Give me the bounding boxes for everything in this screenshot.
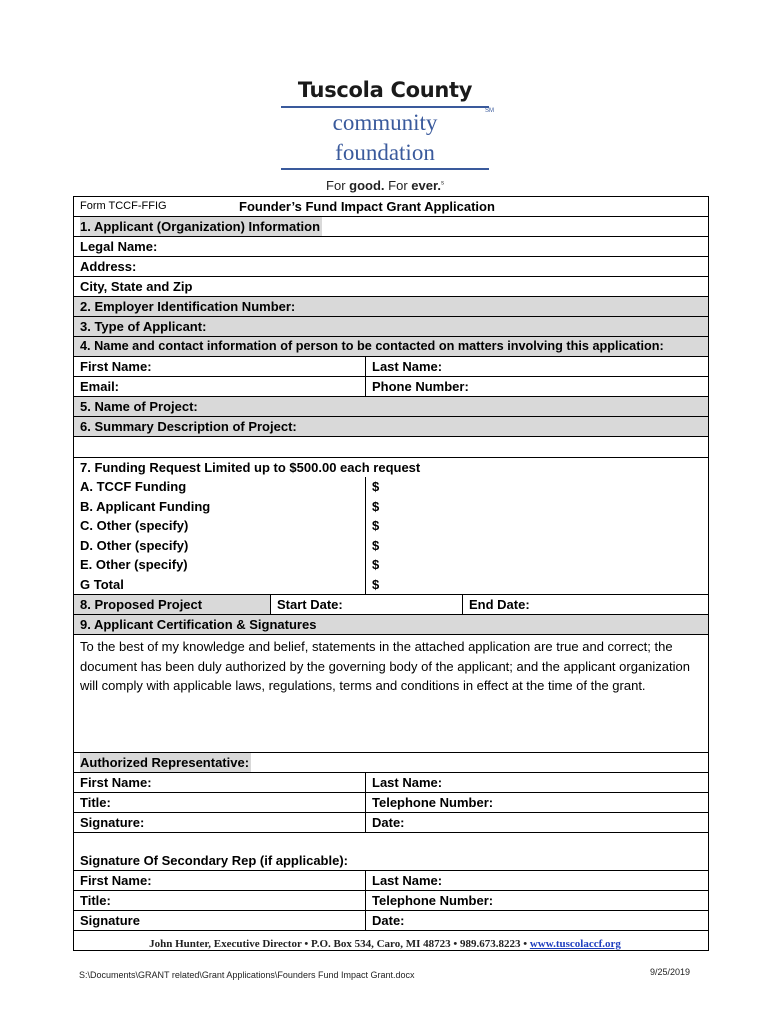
- logo-community-foundation: community foundation: [332, 110, 438, 165]
- auth-phone-label: Telephone Number:: [372, 795, 494, 810]
- form-title: Founder’s Fund Impact Grant Application: [239, 199, 495, 214]
- secondary-name-row[interactable]: [74, 871, 709, 891]
- contact-last-name-label: Last Name:: [372, 359, 443, 374]
- section-3-row[interactable]: [74, 317, 709, 337]
- auth-title-label: Title:: [80, 795, 111, 810]
- auth-name-row[interactable]: [74, 772, 709, 793]
- auth-heading: Authorized Representative:: [80, 755, 250, 770]
- funding-label-d: D. Other (specify): [80, 537, 189, 553]
- logo-cf-wrap: [280, 108, 494, 168]
- logo: [0, 78, 770, 193]
- contact-first-name-label: First Name:: [80, 359, 152, 374]
- funding-label-e: E. Other (specify): [80, 557, 188, 572]
- funding-label-total: G Total: [80, 576, 124, 592]
- tagline-good: good.: [349, 178, 385, 193]
- tagline-mark: s: [440, 180, 444, 187]
- section-1-heading-row: [74, 217, 709, 237]
- section-4-heading-row: [74, 337, 709, 357]
- funding-table: [74, 477, 709, 594]
- summary-blank-row[interactable]: [74, 437, 709, 458]
- secondary-heading: Signature Of Secondary Rep (if applicable):: [80, 853, 348, 868]
- tagline-mid: For: [384, 178, 412, 193]
- contact-phone-label: Phone Number:: [372, 379, 469, 394]
- section-3-heading: 3. Type of Applicant:: [74, 317, 708, 336]
- section-4-heading: 4. Name and contact information of person to be contacted on matters involving this application:: [74, 337, 708, 356]
- city-state-zip-row[interactable]: [74, 277, 709, 297]
- form-title-row: [74, 197, 709, 217]
- section-1-heading: 1. Applicant (Organization) Information: [80, 219, 321, 234]
- auth-title-row[interactable]: [74, 793, 709, 813]
- secondary-title-row[interactable]: [74, 891, 709, 911]
- section-2-heading: 2. Employer Identification Number:: [74, 297, 708, 316]
- section-9-heading-row: [74, 615, 709, 635]
- section-7-heading-row: [74, 458, 709, 477]
- city-state-zip-label: City, State and Zip: [80, 279, 193, 294]
- auth-date-label: Date:: [372, 815, 405, 830]
- auth-first-name-label: First Name:: [80, 775, 152, 790]
- logo-tagline: [0, 178, 770, 193]
- grant-form: [73, 196, 709, 951]
- tagline-ever: ever.: [411, 178, 441, 193]
- secondary-date-label: Date:: [372, 913, 405, 928]
- section-5-heading: 5. Name of Project:: [74, 397, 708, 416]
- auth-last-name-label: Last Name:: [372, 775, 443, 790]
- funding-amount-a[interactable]: $: [372, 479, 380, 494]
- contact-name-row[interactable]: [74, 357, 709, 377]
- section-6-row[interactable]: [74, 417, 709, 437]
- secondary-title-label: Title:: [80, 893, 111, 908]
- footer-contact: [0, 938, 770, 950]
- section-9-heading: 9. Applicant Certification & Signatures: [74, 615, 708, 634]
- footer-date: 9/25/2019: [650, 967, 691, 977]
- section-2-row[interactable]: [74, 297, 709, 317]
- funding-label-c: C. Other (specify): [80, 518, 189, 533]
- logo-rule-bottom: [281, 168, 489, 170]
- tagline-pre: For: [326, 178, 350, 193]
- funding-label-a: A. TCCF Funding: [80, 479, 187, 494]
- logo-service-mark: SM: [485, 108, 494, 114]
- section-7-heading: 7. Funding Request Limited up to $500.00 each request: [80, 460, 421, 475]
- secondary-first-name-label: First Name:: [80, 873, 152, 888]
- secondary-signature-label: Signature: [80, 913, 140, 928]
- funding-amount-d[interactable]: $: [372, 537, 380, 553]
- contact-email-row[interactable]: [74, 377, 709, 397]
- footer-website-link[interactable]: www.tuscolaccf.org: [529, 938, 621, 950]
- secondary-heading-row: [74, 833, 709, 871]
- legal-name-row[interactable]: [74, 237, 709, 257]
- section-6-heading: 6. Summary Description of Project:: [74, 417, 708, 436]
- footer-file-path: S:\Documents\GRANT related\Grant Applications\Founders Fund Impact Grant.docx: [79, 970, 415, 980]
- footer-contact-text: John Hunter, Executive Director • P.O. Box 534, Caro, MI 48723 • 989.673.8223 •: [149, 938, 530, 950]
- section-8-row: [74, 594, 709, 615]
- contact-email-label: Email:: [80, 379, 120, 394]
- secondary-signature-row[interactable]: [74, 911, 709, 931]
- funding-amount-e[interactable]: $: [372, 557, 380, 572]
- funding-amount-b[interactable]: $: [372, 498, 380, 514]
- funding-amount-total[interactable]: $: [372, 576, 380, 592]
- auth-heading-row: [74, 753, 709, 772]
- secondary-last-name-label: Last Name:: [372, 873, 443, 888]
- funding-label-b: B. Applicant Funding: [80, 498, 211, 514]
- certification-row: [74, 635, 709, 753]
- end-date-label[interactable]: End Date:: [469, 597, 530, 612]
- section-8-heading: 8. Proposed Project: [74, 595, 270, 614]
- certification-text: To the best of my knowledge and belief, statements in the attached application are true and correct; the document has been duly authorized by the governing body of the applicant; and the applicant organization will comply with applicable laws, regulations, terms and conditions in effect at the time of the grant.: [80, 639, 690, 693]
- secondary-phone-label: Telephone Number:: [372, 893, 494, 908]
- start-date-label[interactable]: Start Date:: [277, 597, 343, 612]
- auth-signature-label: Signature:: [80, 815, 145, 830]
- legal-name-label: Legal Name:: [80, 239, 158, 254]
- address-row[interactable]: [74, 257, 709, 277]
- form-number: Form TCCF-FFIG: [80, 200, 167, 212]
- auth-signature-row[interactable]: [74, 813, 709, 833]
- logo-county: Tuscola County: [297, 78, 473, 102]
- address-label: Address:: [80, 259, 137, 274]
- funding-amount-c[interactable]: $: [372, 518, 380, 533]
- section-5-row[interactable]: [74, 397, 709, 417]
